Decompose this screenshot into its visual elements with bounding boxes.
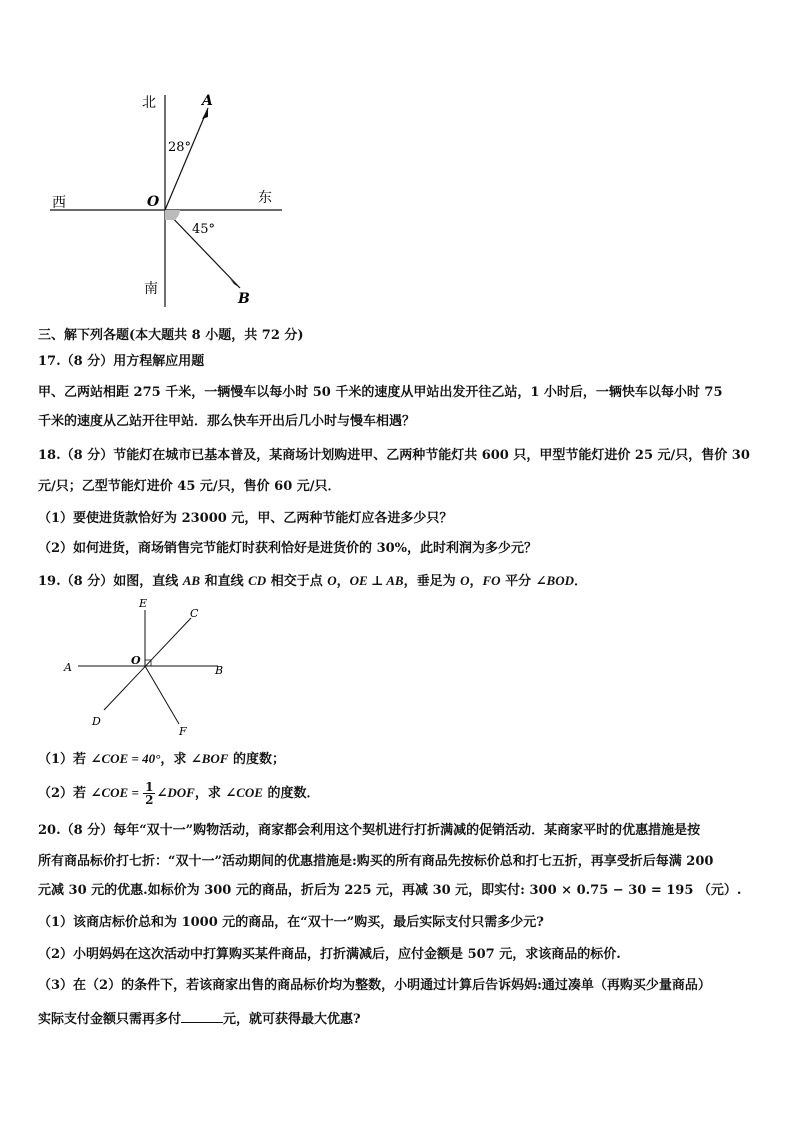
lines-figure bbox=[60, 596, 240, 742]
q19-text: ， bbox=[469, 574, 483, 589]
q17-line2: 千米的速度从乙站开往甲站．那么快车开出后几小时与慢车相遇？ bbox=[38, 414, 416, 429]
q19-sub2-text: 的度数． bbox=[262, 786, 320, 801]
q19-text: ，垂足为 bbox=[403, 574, 461, 589]
q17-title: 17.（8 分）用方程解应用题 bbox=[38, 354, 205, 369]
angle-b-label: 45° bbox=[192, 222, 216, 237]
answer-blank[interactable] bbox=[181, 1008, 223, 1023]
fraction-one-half bbox=[143, 781, 155, 806]
point-b-label: B bbox=[238, 291, 250, 307]
q19-text: ， bbox=[336, 574, 350, 589]
q19-sub2-text: （2）若 bbox=[38, 786, 91, 801]
line-fo: FO bbox=[482, 573, 501, 588]
q19-text: 相交于点 bbox=[266, 574, 328, 589]
q19-text: 平分 bbox=[500, 574, 536, 589]
ray-oa bbox=[165, 108, 208, 210]
q19-sub2-text: ，求 bbox=[194, 786, 226, 801]
perp-relation: OE ⊥ AB bbox=[349, 573, 404, 588]
q19-sub2 bbox=[38, 778, 768, 808]
fraction-numerator: 1 bbox=[145, 780, 154, 794]
q18-line1: 18.（8 分）节能灯在城市已基本普及，某商场计划购进甲、乙两种节能灯共 600 只，甲型节能灯进价 25 元/只，售价 30 bbox=[38, 448, 750, 463]
fraction-denominator: 2 bbox=[145, 793, 154, 807]
compass-figure bbox=[40, 85, 300, 315]
point-o: O bbox=[327, 573, 337, 588]
label-b: B bbox=[215, 664, 224, 677]
q19-sub1-text: 的度数； bbox=[228, 752, 285, 767]
arrow-a bbox=[202, 108, 208, 119]
origin-label: O bbox=[147, 194, 160, 210]
line-cd: CD bbox=[248, 573, 267, 588]
angle-coe-condition: ∠COE = 40° bbox=[90, 751, 161, 766]
q17-line1: 甲、乙两站相距 275 千米，一辆慢车以每小时 50 千米的速度从甲站出发开往乙站，1 小时后，一辆快车以每小时 75 bbox=[38, 385, 723, 400]
q20-sub3-line2 bbox=[38, 1008, 768, 1030]
q20-sub3-line1: （3）在（2）的条件下，若该商家出售的商品标价均为整数，小明通过计算后告诉妈妈:通过凑单（再购买少量商品） bbox=[38, 978, 711, 993]
east-label: 东 bbox=[258, 190, 272, 206]
ray-of bbox=[145, 666, 179, 724]
q19-text: 和直线 bbox=[200, 574, 249, 589]
q19-sub1-text: ，求 bbox=[160, 752, 191, 767]
label-o: O bbox=[131, 654, 141, 667]
line-cd-drawn bbox=[104, 618, 191, 710]
q20-sub3-text: 元，就可获得最大优惠? bbox=[223, 1012, 361, 1027]
label-c: C bbox=[190, 607, 199, 620]
angle-bof: ∠BOF bbox=[190, 751, 229, 766]
q19-sub1 bbox=[38, 749, 768, 770]
label-f: F bbox=[179, 725, 187, 738]
angle-dof: ∠DOF bbox=[156, 785, 195, 800]
q19-sub1-text: （1）若 bbox=[38, 752, 91, 767]
q20-line2: 所有商品标价打七折：“双十一”活动期间的优惠措施是:购买的所有商品先按标价总和打七五折，再享受折后每满 200 bbox=[38, 854, 714, 869]
point-a-label: A bbox=[202, 93, 213, 109]
q19-text: ． bbox=[573, 574, 587, 589]
q20-sub2: （2）小明妈妈在这次活动中打算购买某件商品，打折满减后，应付金额是 507 元，求该商品的标价. bbox=[38, 947, 621, 962]
label-a: A bbox=[64, 661, 72, 674]
line-ab: AB bbox=[182, 573, 201, 588]
q20-sub3-text: 实际支付金额只需再多付 bbox=[38, 1012, 182, 1027]
q20-line1: 20.（8 分）每年“双十一”购物活动，商家都会利用这个契机进行打折满减的促销活动．某商家平时的优惠措施是按 bbox=[38, 823, 701, 838]
angle-coe-eq: ∠COE = bbox=[90, 785, 143, 800]
q18-sub2: （2）如何进货，商场销售完节能灯时获利恰好是进货价的 30%，此时利润为多少元？ bbox=[38, 541, 538, 556]
angle-arc-b bbox=[165, 210, 180, 220]
west-label: 西 bbox=[52, 195, 66, 211]
label-e: E bbox=[139, 597, 148, 610]
q20-line3: 元减 30 元的优惠.如标价为 300 元的商品，折后为 225 元，再减 30 元，即实付: 300 × 0.75 − 30 = 195 （元）. bbox=[38, 883, 742, 898]
q18-line2: 元/只；乙型节能灯进价 45 元/只，售价 60 元/只． bbox=[38, 479, 341, 494]
north-label: 北 bbox=[142, 95, 156, 111]
angle-bod: ∠BOD bbox=[535, 573, 574, 588]
label-d: D bbox=[92, 715, 101, 728]
section-heading: 三、解下列各题(本大题共 8 小题，共 72 分) bbox=[38, 328, 304, 343]
q18-sub1: （1）要使进货款恰好为 23000 元，甲、乙两种节能灯应各进多少只？ bbox=[38, 511, 453, 526]
south-label: 南 bbox=[144, 281, 158, 297]
angle-coe: ∠COE bbox=[225, 785, 263, 800]
angle-a-label: 28° bbox=[168, 140, 192, 155]
q20-sub1: （1）该商店标价总和为 1000 元的商品，在“双十一”购买，最后实际支付只需多少元? bbox=[38, 915, 544, 930]
point-o: O bbox=[460, 573, 470, 588]
q19-stem bbox=[38, 571, 768, 592]
q19-prefix: 19.（8 分）如图，直线 bbox=[38, 574, 183, 589]
